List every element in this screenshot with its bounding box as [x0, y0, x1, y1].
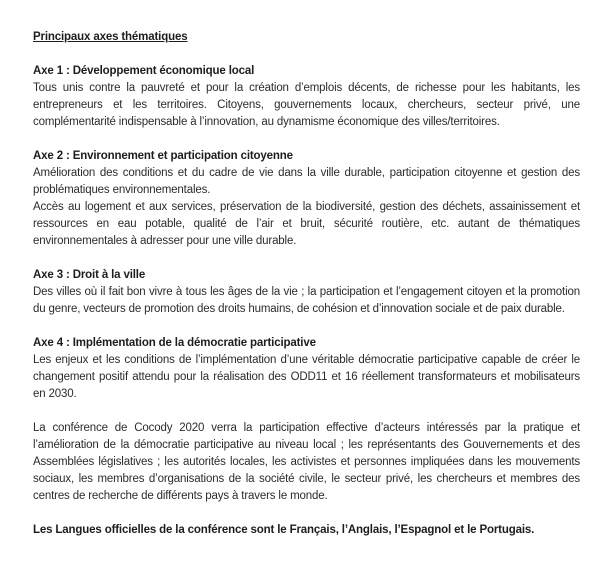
section-axe-4: [33, 335, 580, 403]
section-axe-4-heading: Axe 4 : Implémentation de la démocratie participative: [33, 337, 316, 349]
section-axe-2-paragraph-2: Accès au logement et aux services, préservation de la biodiversité, gestion des déchets, assainissement et ressources en eau potable, qualité de l’air et bruit, sécurité routière, etc. autant de thématiques environnementales à adresser pour une ville durable.: [33, 201, 580, 247]
section-axe-2-paragraph-1: Amélioration des conditions et du cadre de vie dans la ville durable, participation citoyenne et gestion des problématiques environnementales.: [33, 167, 580, 196]
document-title: Principaux axes thématiques: [33, 31, 188, 43]
section-axe-3-paragraph: Des villes où il fait bon vivre à tous les âges de la vie ; la participation et l’engagement citoyen et la promotion du genre, vecteurs de promotion des droits humains, de cohésion et d’innovation sociale et de paix durable.: [33, 286, 580, 315]
section-axe-4-paragraph: Les enjeux et les conditions de l’implémentation d’une véritable démocratie participative capable de créer le changement positif attendu pour la réalisation des ODD11 et 16 réellement transformateurs et mobilisateurs en 2030.: [33, 354, 580, 400]
section-axe-1-paragraph: Tous unis contre la pauvreté et pour la création d’emplois décents, de richesse pour les habitants, les entrepreneurs et les territoires. Citoyens, gouvernements locaux, chercheurs, secteur privé, une complémentarité indispensable à l’innovation, au dynamisme économique des villes/territoires.: [33, 82, 580, 128]
closing-paragraph: La conférence de Cocody 2020 verra la participation effective d’acteurs intéressés par la pratique et l’amélioration de la démocratie participative au niveau local ; les représentants des Gouvernements et des Assemblées législatives ; les autorités locales, les activistes et personnes impliquées dans les mouvements sociaux, les membres d’organisations de la société civile, le secteur privé, les chercheurs et membres des centres de recherche de différents pays à travers le monde.: [33, 422, 580, 502]
section-axe-1-heading: Axe 1 : Développement économique local: [33, 65, 255, 77]
official-languages-line: Les Langues officielles de la conférence sont le Français, l’Anglais, l’Espagnol et le Portugais.: [33, 524, 535, 536]
section-axe-3: [33, 267, 580, 318]
section-axe-1: [33, 63, 580, 131]
section-axe-2-heading: Axe 2 : Environnement et participation citoyenne: [33, 150, 293, 162]
section-axe-2: [33, 148, 580, 250]
section-axe-3-heading: Axe 3 : Droit à la ville: [33, 269, 146, 281]
